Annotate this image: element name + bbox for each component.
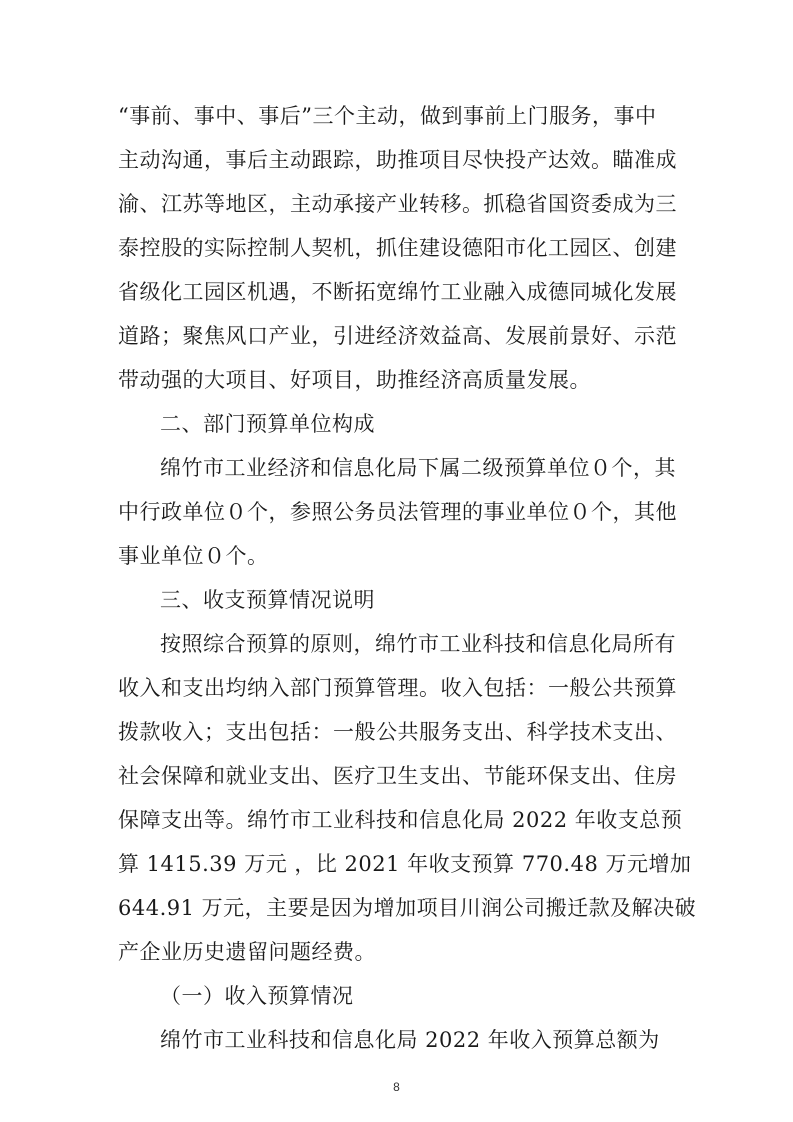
- text-line: 泰控股的实际控制人契机，抓住建设德阳市化工园区、创建: [118, 236, 677, 260]
- section-heading: 三、收支预算情况说明: [160, 588, 375, 612]
- text-line: 绵竹市工业科技和信息化局 2022 年收入预算总额为: [160, 1028, 660, 1052]
- text-line: 按照综合预算的原则，绵竹市工业科技和信息化局所有: [160, 632, 676, 656]
- text-line: 渝、江苏等地区，主动承接产业转移。抓稳省国资委成为三: [118, 192, 677, 216]
- text-line: 道路；聚焦风口产业，引进经济效益高、发展前景好、示范: [118, 324, 677, 348]
- text-line: 事业单位０个。: [118, 544, 269, 568]
- text-line: 社会保障和就业支出、医疗卫生支出、节能环保支出、住房: [118, 764, 677, 788]
- text-line: 省级化工园区机遇，不断拓宽绵竹工业融入成德同城化发展: [118, 280, 677, 304]
- text-line: 主动沟通，事后主动跟踪，助推项目尽快投产达效。瞄准成: [118, 148, 677, 172]
- text-line: 算 1415.39 万元 ，比 2021 年收支预算 770.48 万元增加: [118, 852, 692, 876]
- text-line: 产企业历史遗留问题经费。: [118, 940, 376, 964]
- text-line: 中行政单位０个，参照公务员法管理的事业单位０个，其他: [118, 500, 677, 524]
- text-line: “事前、事中、事后”三个主动，做到事前上门服务，事中: [118, 104, 657, 128]
- text-line: 拨款收入；支出包括：一般公共服务支出、科学技术支出、: [118, 720, 677, 744]
- text-line: 带动强的大项目、好项目，助推经济高质量发展。: [118, 368, 591, 392]
- subsection-heading: （一）收入预算情况: [160, 984, 354, 1008]
- section-heading: 二、部门预算单位构成: [160, 412, 375, 436]
- text-line: 收入和支出均纳入部门预算管理。收入包括：一般公共预算: [118, 676, 677, 700]
- text-line: 保障支出等。绵竹市工业科技和信息化局 2022 年收支总预: [118, 808, 683, 832]
- text-line: 644.91 万元，主要是因为增加项目川润公司搬迁款及解决破: [118, 896, 697, 920]
- page-number: 8: [393, 1080, 400, 1094]
- text-line: 绵竹市工业经济和信息化局下属二级预算单位０个，其: [160, 456, 676, 480]
